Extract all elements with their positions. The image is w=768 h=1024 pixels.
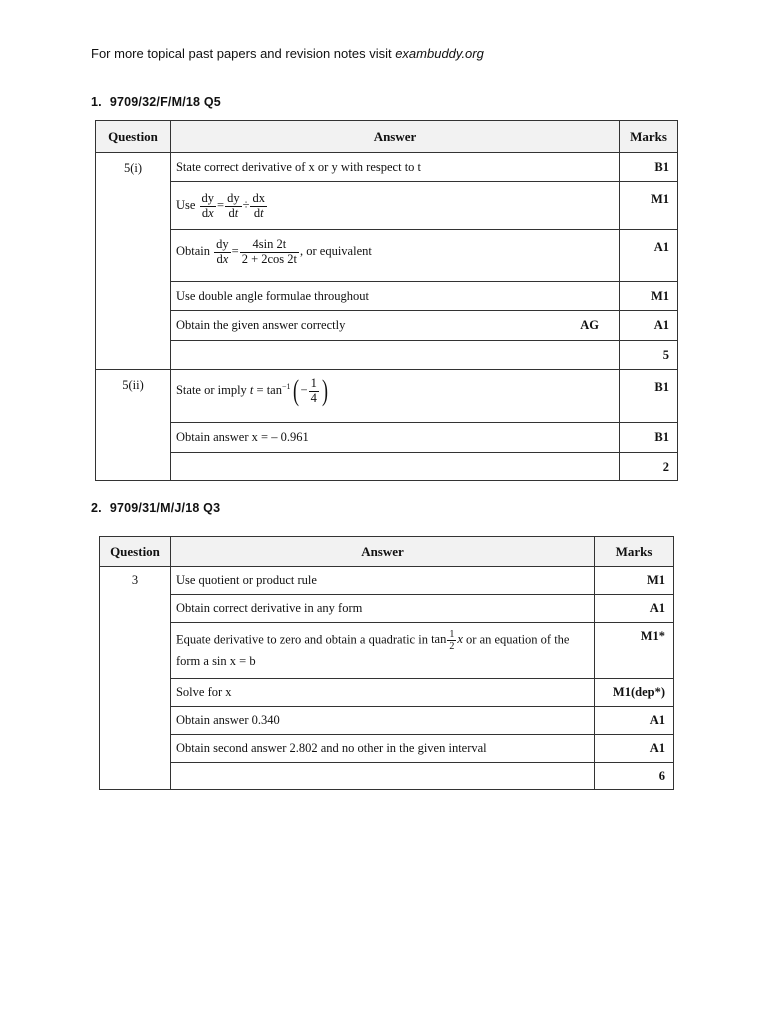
answer-cell xyxy=(170,595,594,623)
markscheme-table-2 xyxy=(99,536,674,790)
formula-t-arctan: $t = \tan^{-1}$( − $\frac{1}{4}$ ) xyxy=(249,374,328,407)
section1-code: 9709/32/F/M/18 Q5 xyxy=(109,95,221,109)
answer-text: Obtain correct derivative in any form xyxy=(175,601,363,615)
answer-cell: Obtain $\frac{dy}{dx}$ = $\frac{4\sin 2t}{2 + 2\cos 2t}$ , or equivalent xyxy=(170,230,619,282)
section2-code: 9709/31/M/J/18 Q3 xyxy=(109,501,221,515)
header-text: For more topical past papers and revision notes visit xyxy=(91,46,396,61)
col-header-question: Question xyxy=(100,537,171,567)
answer-text: Use xyxy=(175,198,196,213)
section1-heading xyxy=(91,95,221,109)
answer-suffix: or an equation of the xyxy=(466,632,570,647)
mark-total-cell: 6 xyxy=(595,763,674,790)
section2-heading xyxy=(91,501,220,515)
mark-cell: B1 xyxy=(620,370,678,423)
mark-cell: M1 xyxy=(620,282,678,311)
question-cell: 3 xyxy=(100,567,171,790)
mark-cell: M1 xyxy=(595,567,674,595)
formula-dy-dx: $\frac{dy}{dx}$ xyxy=(216,237,229,266)
answer-text: Use double angle formulae throughout xyxy=(175,289,369,303)
answer-cell xyxy=(170,763,594,790)
formula-dy-dx: $\frac{dy}{dx}$ xyxy=(201,191,215,220)
answer-cell xyxy=(170,153,619,182)
formula-derivative-fraction: $\frac{4\sin 2t}{2 + 2\cos 2t}$ xyxy=(241,237,297,266)
answer-text: State or imply xyxy=(175,382,247,397)
answer-cell: Use $\frac{dy}{dx}$ = $\frac{dy}{dt}$ ÷ $\frac{dx}{dt}$ xyxy=(170,182,619,230)
formula-dx-dt: $\frac{dx}{dt}$ xyxy=(252,191,265,220)
section1-number: 1. xyxy=(91,95,102,109)
ag-tag: AG xyxy=(580,318,600,332)
answer-line2: form a sin x = b xyxy=(175,654,256,668)
mark-cell: M1 xyxy=(620,182,678,230)
mark-cell: B1 xyxy=(620,153,678,182)
answer-text: Solve for x xyxy=(175,685,232,699)
col-header-answer: Answer xyxy=(170,121,619,153)
answer-cell xyxy=(170,453,619,481)
mark-cell: M1* xyxy=(595,623,674,679)
formula-tan-half-x: tan $\frac{1}{2}$ x xyxy=(431,629,463,652)
formula-dy-dt: $\frac{dy}{dt}$ xyxy=(227,191,240,220)
mark-total-cell: 2 xyxy=(620,453,678,481)
mark-total-cell: 5 xyxy=(620,341,678,370)
answer-cell xyxy=(170,282,619,311)
answer-cell xyxy=(170,423,619,453)
col-header-marks: Marks xyxy=(620,121,678,153)
mark-cell: A1 xyxy=(620,230,678,282)
answer-text: Obtain xyxy=(175,244,210,259)
answer-cell xyxy=(170,679,594,707)
answer-text: Equate derivative to zero and obtain a quadratic in xyxy=(175,632,428,647)
answer-cell xyxy=(170,370,619,423)
answer-text: Obtain answer x = – 0.961 xyxy=(175,430,309,444)
mark-cell: A1 xyxy=(595,595,674,623)
answer-text: Obtain second answer 2.802 and no other in the given interval xyxy=(175,741,487,755)
col-header-marks: Marks xyxy=(595,537,674,567)
section2-number: 2. xyxy=(91,501,102,515)
answer-cell xyxy=(170,341,619,370)
question-cell: 5(ii) xyxy=(96,370,171,481)
answer-text: State correct derivative of x or y with respect to t xyxy=(175,160,422,174)
mark-cell: B1 xyxy=(620,423,678,453)
col-header-answer: Answer xyxy=(170,537,594,567)
mark-cell: M1(dep*) xyxy=(595,679,674,707)
question-cell: 5(i) xyxy=(96,153,171,370)
answer-cell xyxy=(170,567,594,595)
mark-cell: A1 xyxy=(595,707,674,735)
header-site-link[interactable]: exambuddy.org xyxy=(395,46,484,61)
mark-cell: A1 xyxy=(595,735,674,763)
answer-cell xyxy=(170,707,594,735)
answer-text: Obtain answer 0.340 xyxy=(175,713,280,727)
answer-text: Use quotient or product rule xyxy=(175,573,317,587)
answer-text: Obtain the given answer correctly xyxy=(175,318,346,332)
page-header xyxy=(91,46,484,61)
answer-cell xyxy=(170,311,619,341)
mark-cell: A1 xyxy=(620,311,678,341)
markscheme-table-1 xyxy=(95,120,678,481)
answer-cell xyxy=(170,735,594,763)
col-header-question: Question xyxy=(96,121,171,153)
answer-cell xyxy=(170,623,594,679)
answer-suffix: , or equivalent xyxy=(300,244,372,259)
